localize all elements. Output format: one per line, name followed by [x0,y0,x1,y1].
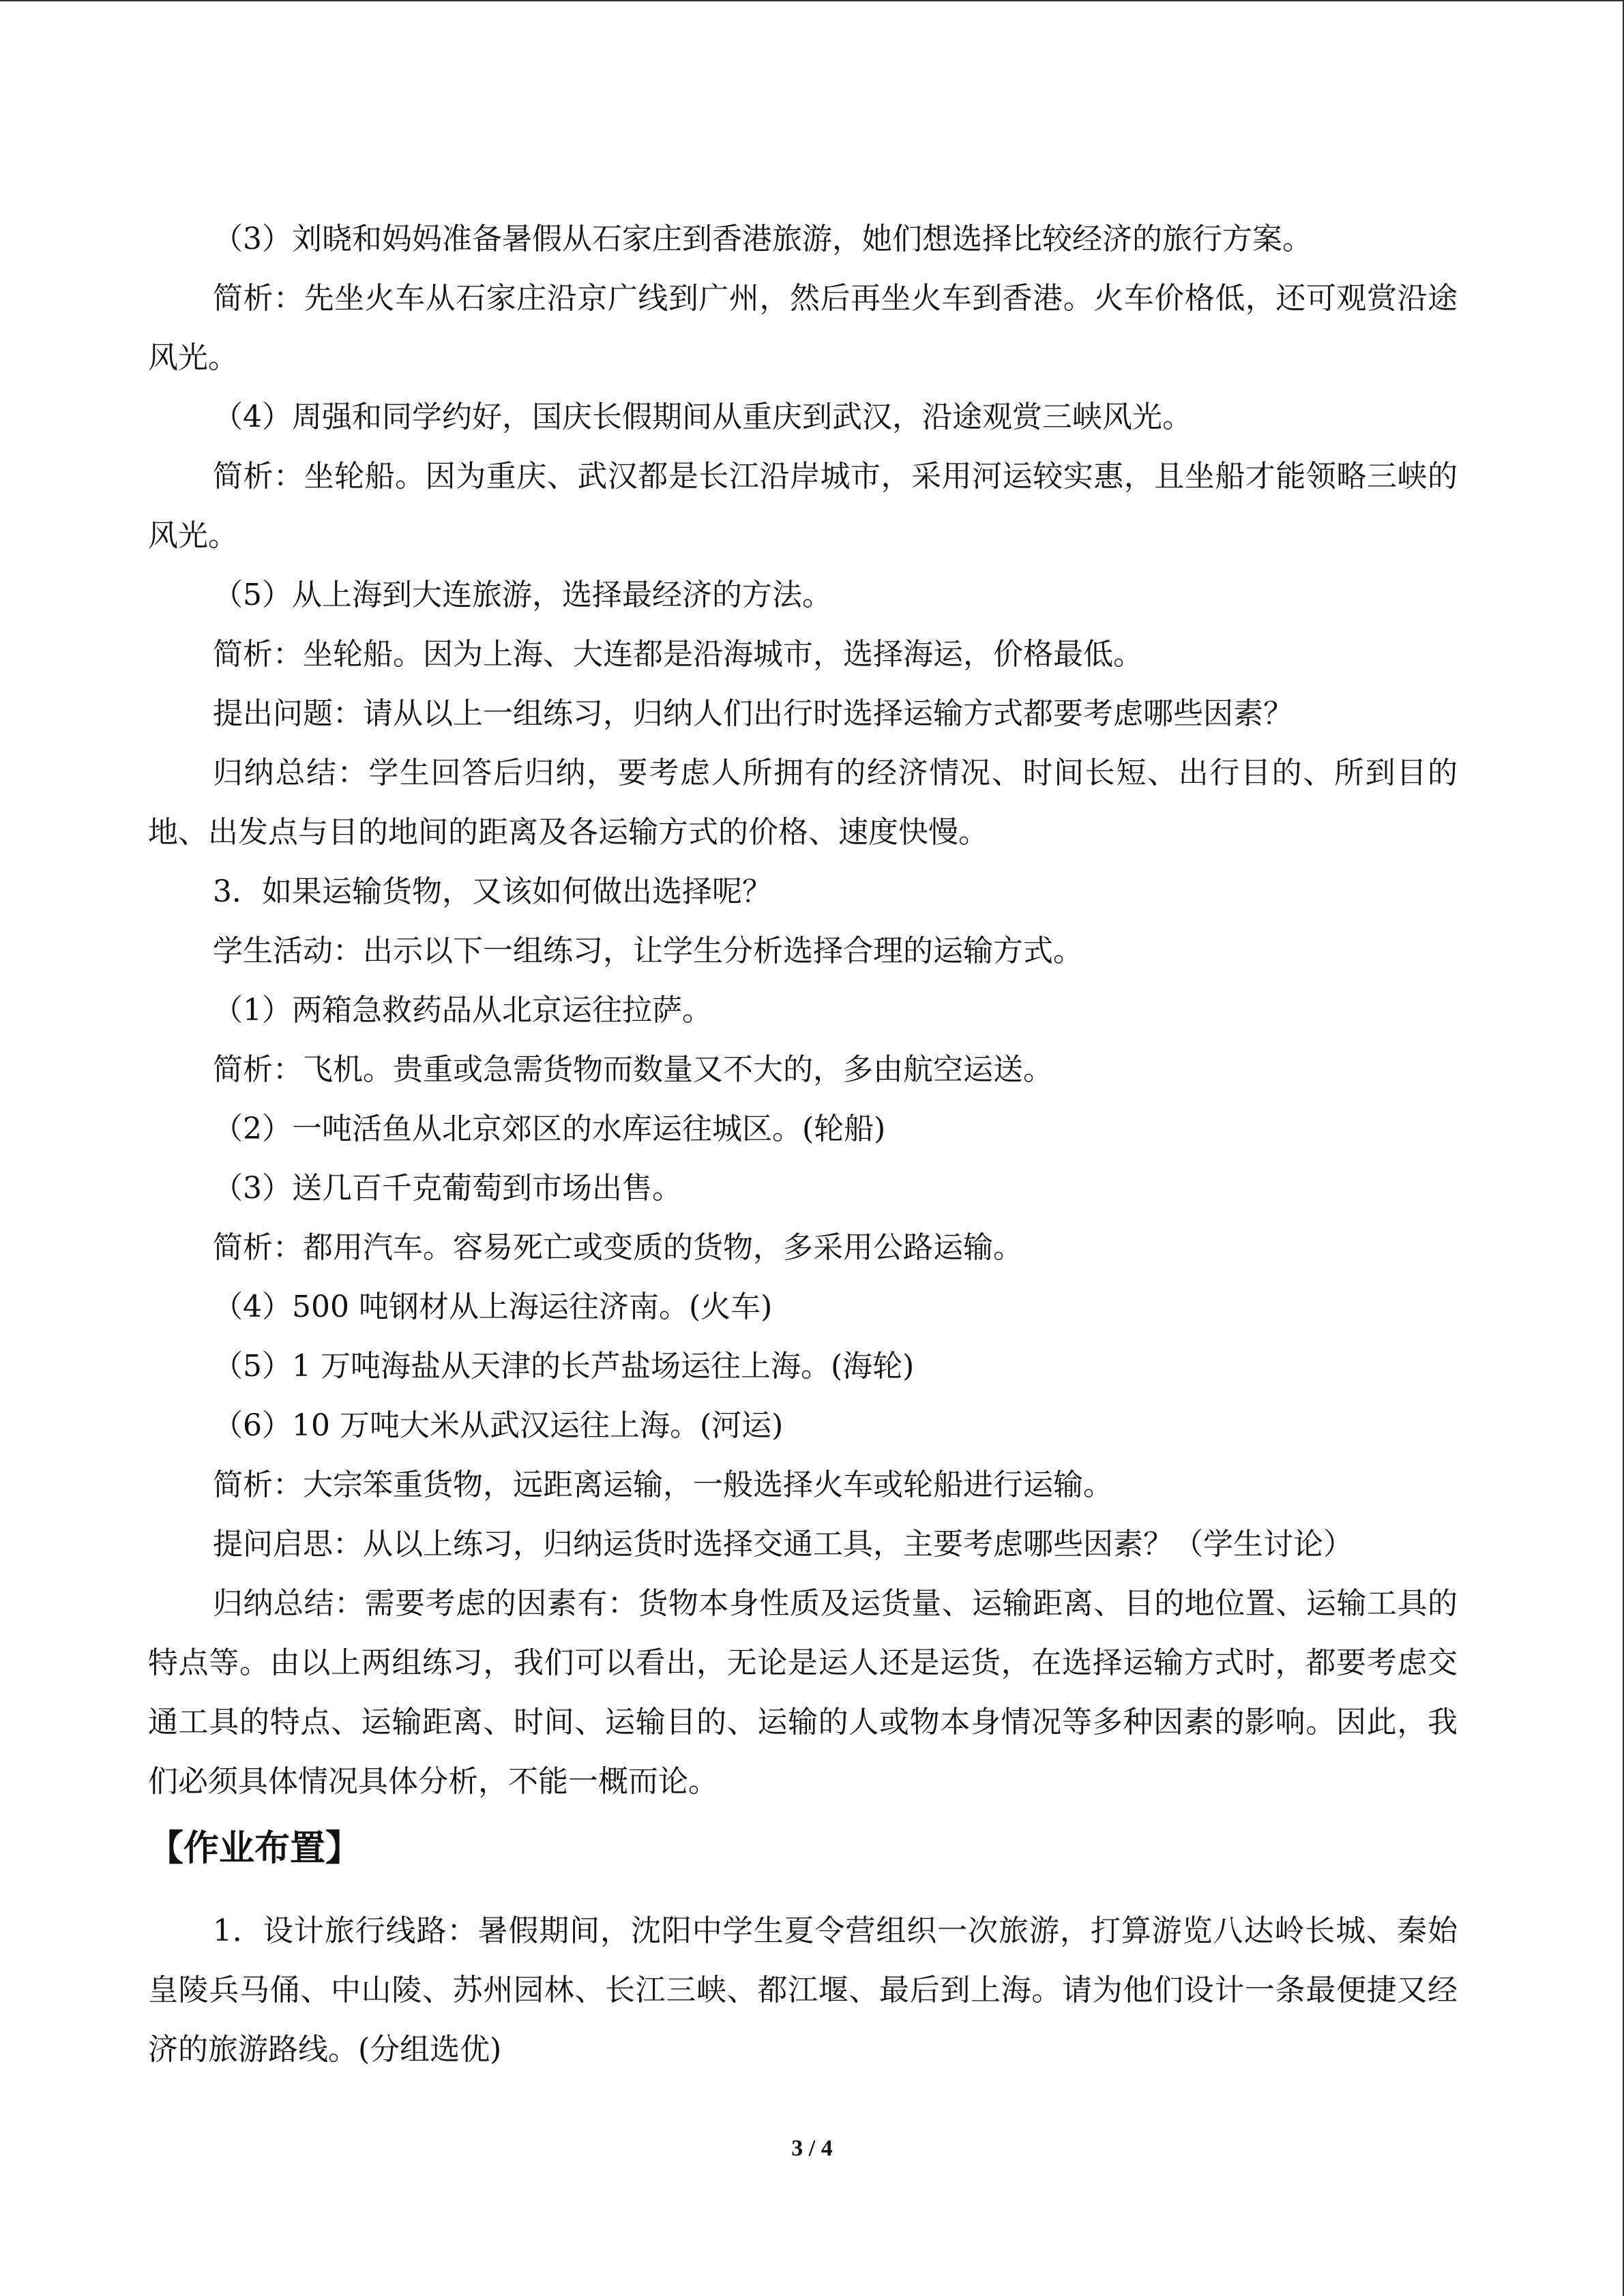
paragraph: 1．设计旅行线路：暑假期间，沈阳中学生夏令营组织一次旅游，打算游览八达岭长城、秦始皇陵兵马俑、中山陵、苏州园林、长江三峡、都江堰、最后到上海。请为他们设计一条最便捷又经济的旅游路线。(分组选优) [148,1913,1458,2067]
paragraph: （1）两箱急救药品从北京运往拉萨。 [213,993,712,1028]
section-heading: 【作业布置】 [148,1828,361,1869]
paragraph: 归纳总结：需要考虑的因素有：货物本身性质及运货量、运输距离、目的地位置、运输工具的特点等。由以上两组练习，我们可以看出，无论是运人还是运货，在选择运输方式时，都要考虑交通工具的特点、运输距离、时间、运输目的、运输的人或物本身情况等多种因素的影响。因此，我们必须具体情况具体分析，不能一概而论。 [148,1586,1458,1799]
paragraph: 提问启思：从以上练习，归纳运货时选择交通工具，主要考虑哪些因素？（学生讨论） [213,1527,1353,1562]
paragraph: 归纳总结：学生回答后归纳，要考虑人所拥有的经济情况、时间长短、出行目的、所到目的地、出发点与目的地间的距离及各运输方式的价格、速度快慢。 [148,756,1458,850]
page-number: 3 / 4 [791,2136,833,2161]
paragraph: 简析：大宗笨重货物，远距离运输，一般选择火车或轮船进行运输。 [213,1467,1113,1502]
paragraph: 简析：飞机。贵重或急需货物而数量又不大的，多由航空运送。 [213,1052,1053,1087]
paragraph: 简析：都用汽车。容易死亡或变质的货物，多采用公路运输。 [213,1230,1023,1265]
paragraph: （3）刘晓和妈妈准备暑假从石家庄到香港旅游，她们想选择比较经济的旅行方案。 [213,222,1312,256]
paragraph: 简析：先坐火车从石家庄沿京广线到广州，然后再坐火车到香港。火车价格低，还可观赏沿途风光。 [148,281,1458,375]
body-text-top [148,209,1458,1811]
body-text-bottom [148,1901,1458,2079]
paragraph: （4）500 吨钢材从上海运往济南。(火车) [213,1289,773,1324]
paragraph: 提出问题：请从以上一组练习，归纳人们出行时选择运输方式都要考虑哪些因素？ [213,696,1293,731]
paragraph: 简析：坐轮船。因为重庆、武汉都是长江沿岸城市，采用河运较实惠，且坐船才能领略三峡的风光。 [148,459,1458,553]
paragraph: （5）从上海到大连旅游，选择最经济的方法。 [213,578,832,612]
paragraph: （6）10 万吨大米从武汉运往上海。(河运) [213,1408,784,1443]
paragraph: （2）一吨活鱼从北京郊区的水库运往城区。(轮船) [213,1112,886,1146]
paragraph: （3）送几百千克葡萄到市场出售。 [213,1171,682,1206]
paragraph: （5）1 万吨海盐从天津的长芦盐场运往上海。(海轮) [213,1349,915,1384]
paragraph: 简析：坐轮船。因为上海、大连都是沿海城市，选择海运，价格最低。 [213,637,1143,672]
paragraph: （4）周强和同学约好，国庆长假期间从重庆到武汉，沿途观赏三峡风光。 [213,400,1192,434]
paragraph: 3．如果运输货物，又该如何做出选择呢？ [213,874,772,909]
paragraph: 学生活动：出示以下一组练习，让学生分析选择合理的运输方式。 [213,934,1083,968]
page-content [148,209,1458,2079]
